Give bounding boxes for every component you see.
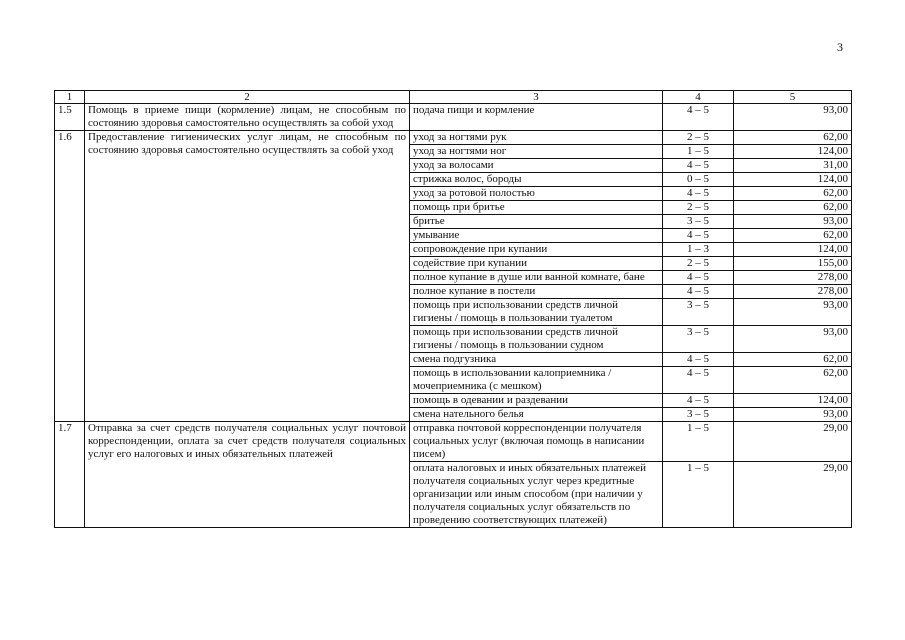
item-frequency: 1 – 5 <box>663 422 734 462</box>
header-cell: 5 <box>734 91 852 104</box>
item-frequency: 3 – 5 <box>663 299 734 326</box>
item-price: 62,00 <box>734 131 852 145</box>
item-frequency: 1 – 5 <box>663 145 734 159</box>
item-price: 93,00 <box>734 299 852 326</box>
header-cell: 2 <box>85 91 410 104</box>
item-frequency: 4 – 5 <box>663 159 734 173</box>
item-price: 31,00 <box>734 159 852 173</box>
section-number: 1.6 <box>55 131 85 422</box>
item-price: 124,00 <box>734 145 852 159</box>
item-frequency: 4 – 5 <box>663 104 734 131</box>
item-name: смена подгузника <box>410 353 663 367</box>
item-frequency: 1 – 5 <box>663 462 734 528</box>
item-price: 93,00 <box>734 104 852 131</box>
item-name: умывание <box>410 229 663 243</box>
table-row <box>55 104 852 131</box>
item-price: 29,00 <box>734 422 852 462</box>
table-row <box>55 422 852 462</box>
item-name: полное купание в душе или ванной комнате, бане <box>410 271 663 285</box>
header-row <box>55 91 852 104</box>
item-price: 62,00 <box>734 187 852 201</box>
item-name: помощь при бритье <box>410 201 663 215</box>
header-cell: 4 <box>663 91 734 104</box>
section-number: 1.7 <box>55 422 85 528</box>
table-row <box>55 131 852 145</box>
item-price: 62,00 <box>734 367 852 394</box>
item-price: 62,00 <box>734 353 852 367</box>
item-frequency: 3 – 5 <box>663 408 734 422</box>
header-cell: 3 <box>410 91 663 104</box>
service-description: Помощь в приеме пищи (кормление) лицам, не способным по состоянию здоровья самостоятельно осуществлять за собой уход <box>85 104 410 131</box>
item-name: бритье <box>410 215 663 229</box>
item-price: 155,00 <box>734 257 852 271</box>
item-price: 93,00 <box>734 215 852 229</box>
item-frequency: 4 – 5 <box>663 271 734 285</box>
item-frequency: 4 – 5 <box>663 367 734 394</box>
item-price: 62,00 <box>734 201 852 215</box>
item-price: 93,00 <box>734 326 852 353</box>
item-frequency: 4 – 5 <box>663 353 734 367</box>
item-name: оплата налоговых и иных обязательных платежей получателя социальных услуг через кредитные организации или иным способом (при наличии у получателя социальных услуг обязательств по проведению соответствующих платежей) <box>410 462 663 528</box>
item-price: 93,00 <box>734 408 852 422</box>
item-name: уход за ногтями рук <box>410 131 663 145</box>
item-name: сопровождение при купании <box>410 243 663 257</box>
item-name: стрижка волос, бороды <box>410 173 663 187</box>
page-number: 3 <box>837 40 843 54</box>
item-price: 124,00 <box>734 394 852 408</box>
item-name: помощь в использовании калоприемника / мочеприемника (с мешком) <box>410 367 663 394</box>
item-name: уход за ногтями ног <box>410 145 663 159</box>
item-name: полное купание в постели <box>410 285 663 299</box>
item-name: отправка почтовой корреспонденции получателя социальных услуг (включая помощь в написании писем) <box>410 422 663 462</box>
item-frequency: 4 – 5 <box>663 229 734 243</box>
item-price: 124,00 <box>734 243 852 257</box>
item-name: помощь при использовании средств личной гигиены / помощь в пользовании судном <box>410 326 663 353</box>
item-price: 278,00 <box>734 271 852 285</box>
item-frequency: 0 – 5 <box>663 173 734 187</box>
item-name: помощь в одевании и раздевании <box>410 394 663 408</box>
item-frequency: 3 – 5 <box>663 326 734 353</box>
item-price: 124,00 <box>734 173 852 187</box>
section-number: 1.5 <box>55 104 85 131</box>
item-frequency: 3 – 5 <box>663 215 734 229</box>
service-description: Предоставление гигиенических услуг лицам, не способным по состоянию здоровья самостоятельно осуществлять за собой уход <box>85 131 410 422</box>
item-frequency: 4 – 5 <box>663 394 734 408</box>
item-name: уход за ротовой полостью <box>410 187 663 201</box>
item-price: 278,00 <box>734 285 852 299</box>
header-cell: 1 <box>55 91 85 104</box>
item-price: 62,00 <box>734 229 852 243</box>
item-name: уход за волосами <box>410 159 663 173</box>
item-name: помощь при использовании средств личной гигиены / помощь в пользовании туалетом <box>410 299 663 326</box>
item-frequency: 1 – 3 <box>663 243 734 257</box>
service-description: Отправка за счет средств получателя социальных услуг почтовой корреспонденции, оплата за счет средств получателя социальных услуг его налоговых и иных обязательных платежей <box>85 422 410 528</box>
item-frequency: 2 – 5 <box>663 131 734 145</box>
item-frequency: 4 – 5 <box>663 187 734 201</box>
item-price: 29,00 <box>734 462 852 528</box>
item-name: содействие при купании <box>410 257 663 271</box>
item-name: смена нательного белья <box>410 408 663 422</box>
item-frequency: 4 – 5 <box>663 285 734 299</box>
item-frequency: 2 – 5 <box>663 257 734 271</box>
item-name: подача пищи и кормление <box>410 104 663 131</box>
item-frequency: 2 – 5 <box>663 201 734 215</box>
services-table <box>54 90 852 528</box>
